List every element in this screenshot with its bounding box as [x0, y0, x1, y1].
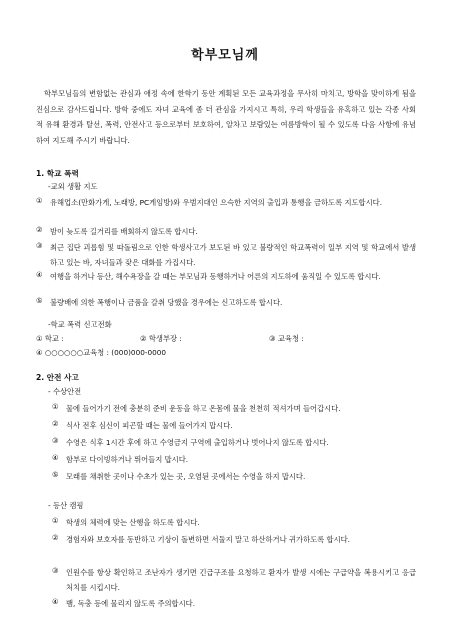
section-1-title: 1. 학교 폭력	[36, 169, 79, 178]
section-1-subtitle: -교외 생활 지도	[48, 182, 98, 191]
item-number: ②	[36, 225, 43, 234]
item-number: ③	[52, 436, 59, 445]
contact-subtitle: -학교 폭력 신고전화	[48, 320, 112, 329]
item-text: 학생의 체력에 맞는 산행을 하도록 합시다.	[66, 518, 200, 527]
contact-row	[36, 333, 416, 345]
item-number: ④	[52, 453, 59, 462]
hiking-subtitle: - 등산 캠핑	[48, 501, 84, 510]
item-number: ③	[52, 566, 59, 575]
contact-row	[36, 347, 416, 359]
contact-student-head: ② 학생부장 :	[140, 334, 182, 343]
item-text: 모래를 채취한 곳이나 수초가 있는 곳, 오염된 곳에서는 수영을 하지 맙시다.	[66, 472, 306, 481]
section-2-title: 2. 안전 사고	[36, 373, 79, 382]
item-text: 밤이 늦도록 길거리를 배회하지 않도록 합시다.	[50, 227, 198, 236]
item-text: 수영은 식후 1시간 후에 하고 수영금지 구역에 출입하거나 벗어나지 않도록 합시다.	[66, 438, 329, 447]
item-number: ⑤	[36, 296, 43, 305]
item-text: 여행을 하거나 등산, 해수욕장을 갈 때는 부모님과 동행하거나 어른의 지도하에 움직일 수 있도록 합시다.	[50, 272, 381, 281]
item-text: 뱀, 독충 등에 물리지 않도록 주의합시다.	[66, 599, 196, 608]
item-number: ①	[52, 402, 59, 411]
item-number: ⑤	[52, 470, 59, 479]
item-text: 경험자와 보호자를 동반하고 기상이 돌변하면 서둘지 말고 하산하거나 귀가하도록 합시다.	[66, 535, 350, 544]
item-number: ①	[36, 196, 43, 205]
item-number: ②	[52, 533, 59, 542]
item-text: 함부로 다이빙하거나 뛰어들지 맙시다.	[66, 455, 189, 464]
item-text: 물에 들어가기 전에 충분히 준비 운동을 하고 온몸에 물을 천천히 적셔가며 들어갑시다.	[66, 404, 341, 413]
item-text: 인원수를 항상 확인하고 조난자가 생기면 긴급구조를 요청하고 환자가 발생 시에는 구급약을 복용시키고 응급 처치를 시킵시다.	[66, 568, 416, 592]
item-number: ④	[36, 270, 43, 279]
item-text: 최근 집단 괴롭힘 및 따돌림으로 인한 학생사고가 보도된 바 있고 불량적인 학교폭력이 일부 지역 및 학교에서 발생하고 있는 바, 자녀들과 잦은 대화를 가집시다.	[50, 243, 416, 267]
contact-district: ④ ○○○○○○교육청 : (000)000-0000	[36, 348, 167, 357]
water-safety-subtitle: - 수상안전	[48, 387, 82, 396]
item-text: 식사 전후 심신이 피곤할 때는 물에 들어가지 맙시다.	[66, 421, 233, 430]
item-text: 유해업소(만화가게, 노래방, PC게임방)와 우범지대인 으슥한 지역의 출입과 통행을 금하도록 지도합시다.	[50, 198, 383, 207]
item-number: ③	[36, 241, 43, 250]
item-number: ④	[52, 597, 59, 606]
item-text: 불량배에 의한 폭행이나 금품을 갈취 당했을 경우에는 신고하도록 합시다.	[50, 298, 283, 307]
intro-paragraph: 학부모님들의 변함없는 관심과 애정 속에 한학기 동안 계획된 모든 교육과정을 무사히 마치고, 방학을 맞이하게 됨을 진심으로 감사드립니다. 방학 중에도 자녀 교육에 좀 더 관심을 가지시고 특히, 우리 학생들을 유혹하고 있는 각종 사회적 유해 환경과 탈선, 폭력, 안전사고 등으로부터 보호하여, 알차고 보람있는 여름방학이 될 수 있도록 다음 사항에 유념하여 지도해 주시기 바랍니다.	[36, 89, 416, 145]
contact-office: ③ 교육청 :	[269, 334, 304, 343]
item-number: ①	[52, 516, 59, 525]
contact-school: ① 학교 :	[36, 334, 64, 343]
document-title: 학부모님께	[191, 48, 259, 63]
item-number: ②	[52, 419, 59, 428]
